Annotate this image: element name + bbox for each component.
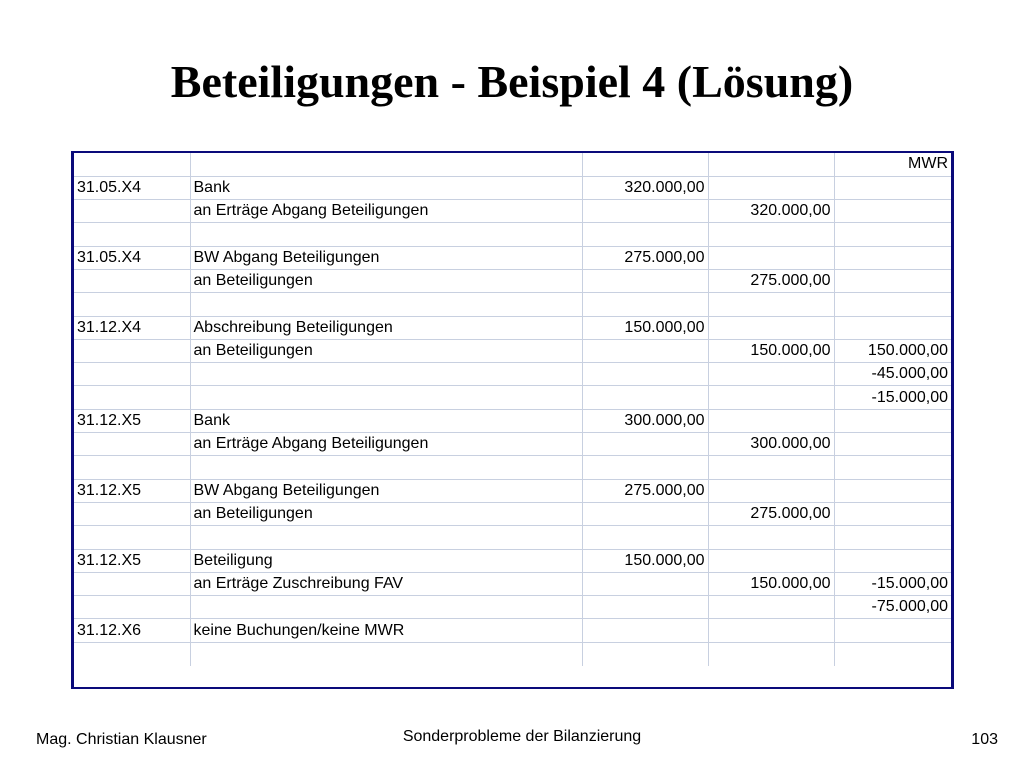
credit-amount-cell bbox=[708, 246, 834, 269]
posting-text-cell: an Erträge Abgang Beteiligungen bbox=[190, 433, 582, 456]
posting-text-cell: an Beteiligungen bbox=[190, 339, 582, 362]
debit-amount-cell bbox=[582, 642, 708, 665]
header-date-cell bbox=[74, 153, 190, 176]
debit-amount-cell bbox=[582, 433, 708, 456]
table-row bbox=[74, 572, 951, 595]
table-row bbox=[74, 200, 951, 223]
mwr-amount-cell bbox=[834, 619, 951, 642]
credit-amount-cell bbox=[708, 176, 834, 199]
posting-text-cell bbox=[190, 596, 582, 619]
debit-amount-cell bbox=[582, 526, 708, 549]
posting-text-cell bbox=[190, 642, 582, 665]
posting-text-cell bbox=[190, 363, 582, 386]
table-row bbox=[74, 433, 951, 456]
table-row bbox=[74, 409, 951, 432]
credit-amount-cell bbox=[708, 456, 834, 479]
credit-amount-cell bbox=[708, 479, 834, 502]
footer-subject: Sonderprobleme der Bilanzierung bbox=[402, 728, 642, 745]
debit-amount-cell: 275.000,00 bbox=[582, 479, 708, 502]
date-cell bbox=[74, 572, 190, 595]
credit-amount-cell bbox=[708, 386, 834, 409]
table-row bbox=[74, 339, 951, 362]
date-cell bbox=[74, 363, 190, 386]
debit-amount-cell bbox=[582, 456, 708, 479]
table-row bbox=[74, 596, 951, 619]
date-cell: 31.12.X4 bbox=[74, 316, 190, 339]
table-row bbox=[74, 269, 951, 292]
mwr-amount-cell bbox=[834, 223, 951, 246]
table-header-row bbox=[74, 153, 951, 176]
posting-text-cell: an Erträge Abgang Beteiligungen bbox=[190, 200, 582, 223]
date-cell bbox=[74, 642, 190, 665]
debit-amount-cell: 300.000,00 bbox=[582, 409, 708, 432]
posting-text-cell bbox=[190, 223, 582, 246]
date-cell bbox=[74, 293, 190, 316]
credit-amount-cell bbox=[708, 596, 834, 619]
credit-amount-cell bbox=[708, 526, 834, 549]
credit-amount-cell bbox=[708, 223, 834, 246]
mwr-amount-cell bbox=[834, 502, 951, 525]
table-row bbox=[74, 176, 951, 199]
credit-amount-cell bbox=[708, 619, 834, 642]
posting-text-cell: Bank bbox=[190, 176, 582, 199]
date-cell: 31.12.X5 bbox=[74, 549, 190, 572]
mwr-amount-cell: -15.000,00 bbox=[834, 386, 951, 409]
debit-amount-cell bbox=[582, 223, 708, 246]
date-cell: 31.12.X5 bbox=[74, 479, 190, 502]
debit-amount-cell bbox=[582, 619, 708, 642]
posting-text-cell: Abschreibung Beteiligungen bbox=[190, 316, 582, 339]
table-row bbox=[74, 619, 951, 642]
posting-text-cell: an Erträge Zuschreibung FAV bbox=[190, 572, 582, 595]
mwr-amount-cell bbox=[834, 642, 951, 665]
mwr-amount-cell: -15.000,00 bbox=[834, 572, 951, 595]
debit-amount-cell bbox=[582, 386, 708, 409]
table-row bbox=[74, 246, 951, 269]
header-text-cell bbox=[190, 153, 582, 176]
mwr-amount-cell: -75.000,00 bbox=[834, 596, 951, 619]
mwr-amount-cell bbox=[834, 316, 951, 339]
table-row bbox=[74, 386, 951, 409]
date-cell bbox=[74, 456, 190, 479]
table-row bbox=[74, 479, 951, 502]
mwr-amount-cell: 150.000,00 bbox=[834, 339, 951, 362]
ledger-table bbox=[74, 153, 951, 666]
date-cell bbox=[74, 200, 190, 223]
credit-amount-cell bbox=[708, 316, 834, 339]
posting-text-cell: Bank bbox=[190, 409, 582, 432]
debit-amount-cell bbox=[582, 269, 708, 292]
credit-amount-cell: 150.000,00 bbox=[708, 572, 834, 595]
table-row bbox=[74, 549, 951, 572]
credit-amount-cell bbox=[708, 293, 834, 316]
mwr-amount-cell bbox=[834, 526, 951, 549]
table-row bbox=[74, 502, 951, 525]
credit-amount-cell: 320.000,00 bbox=[708, 200, 834, 223]
debit-amount-cell bbox=[582, 339, 708, 362]
mwr-amount-cell: -45.000,00 bbox=[834, 363, 951, 386]
posting-text-cell: keine Buchungen/keine MWR bbox=[190, 619, 582, 642]
table-row bbox=[74, 526, 951, 549]
date-cell bbox=[74, 386, 190, 409]
date-cell bbox=[74, 526, 190, 549]
table-row bbox=[74, 642, 951, 665]
debit-amount-cell bbox=[582, 502, 708, 525]
debit-amount-cell bbox=[582, 293, 708, 316]
mwr-amount-cell bbox=[834, 409, 951, 432]
debit-amount-cell: 320.000,00 bbox=[582, 176, 708, 199]
posting-text-cell: BW Abgang Beteiligungen bbox=[190, 479, 582, 502]
mwr-amount-cell bbox=[834, 293, 951, 316]
posting-text-cell bbox=[190, 293, 582, 316]
mwr-amount-cell bbox=[834, 479, 951, 502]
debit-amount-cell bbox=[582, 572, 708, 595]
credit-amount-cell bbox=[708, 642, 834, 665]
date-cell: 31.05.X4 bbox=[74, 176, 190, 199]
mwr-amount-cell bbox=[834, 200, 951, 223]
credit-amount-cell: 150.000,00 bbox=[708, 339, 834, 362]
date-cell: 31.05.X4 bbox=[74, 246, 190, 269]
mwr-amount-cell bbox=[834, 176, 951, 199]
date-cell: 31.12.X6 bbox=[74, 619, 190, 642]
posting-text-cell bbox=[190, 526, 582, 549]
mwr-amount-cell bbox=[834, 433, 951, 456]
mwr-amount-cell bbox=[834, 456, 951, 479]
debit-amount-cell bbox=[582, 200, 708, 223]
date-cell bbox=[74, 596, 190, 619]
header-debit-cell bbox=[582, 153, 708, 176]
posting-text-cell: Beteiligung bbox=[190, 549, 582, 572]
credit-amount-cell: 275.000,00 bbox=[708, 269, 834, 292]
posting-text-cell: BW Abgang Beteiligungen bbox=[190, 246, 582, 269]
credit-amount-cell bbox=[708, 363, 834, 386]
debit-amount-cell: 275.000,00 bbox=[582, 246, 708, 269]
date-cell: 31.12.X5 bbox=[74, 409, 190, 432]
table-row bbox=[74, 223, 951, 246]
credit-amount-cell: 275.000,00 bbox=[708, 502, 834, 525]
table-row bbox=[74, 293, 951, 316]
date-cell bbox=[74, 433, 190, 456]
posting-text-cell: an Beteiligungen bbox=[190, 269, 582, 292]
posting-text-cell: an Beteiligungen bbox=[190, 502, 582, 525]
mwr-amount-cell bbox=[834, 269, 951, 292]
footer-page-number: 103 bbox=[971, 731, 998, 748]
debit-amount-cell: 150.000,00 bbox=[582, 549, 708, 572]
date-cell bbox=[74, 269, 190, 292]
credit-amount-cell: 300.000,00 bbox=[708, 433, 834, 456]
date-cell bbox=[74, 502, 190, 525]
slide-title: Beteiligungen - Beispiel 4 (Lösung) bbox=[170, 56, 854, 107]
credit-amount-cell bbox=[708, 549, 834, 572]
table-row bbox=[74, 456, 951, 479]
table-row bbox=[74, 316, 951, 339]
date-cell bbox=[74, 223, 190, 246]
debit-amount-cell bbox=[582, 596, 708, 619]
posting-text-cell bbox=[190, 386, 582, 409]
table-row bbox=[74, 363, 951, 386]
footer-author: Mag. Christian Klausner bbox=[36, 731, 207, 748]
posting-text-cell bbox=[190, 456, 582, 479]
ledger-table-frame bbox=[71, 151, 954, 689]
debit-amount-cell bbox=[582, 363, 708, 386]
mwr-amount-cell bbox=[834, 246, 951, 269]
credit-amount-cell bbox=[708, 409, 834, 432]
header-credit-cell bbox=[708, 153, 834, 176]
mwr-amount-cell bbox=[834, 549, 951, 572]
date-cell bbox=[74, 339, 190, 362]
debit-amount-cell: 150.000,00 bbox=[582, 316, 708, 339]
header-mwr-cell: MWR bbox=[834, 153, 951, 176]
